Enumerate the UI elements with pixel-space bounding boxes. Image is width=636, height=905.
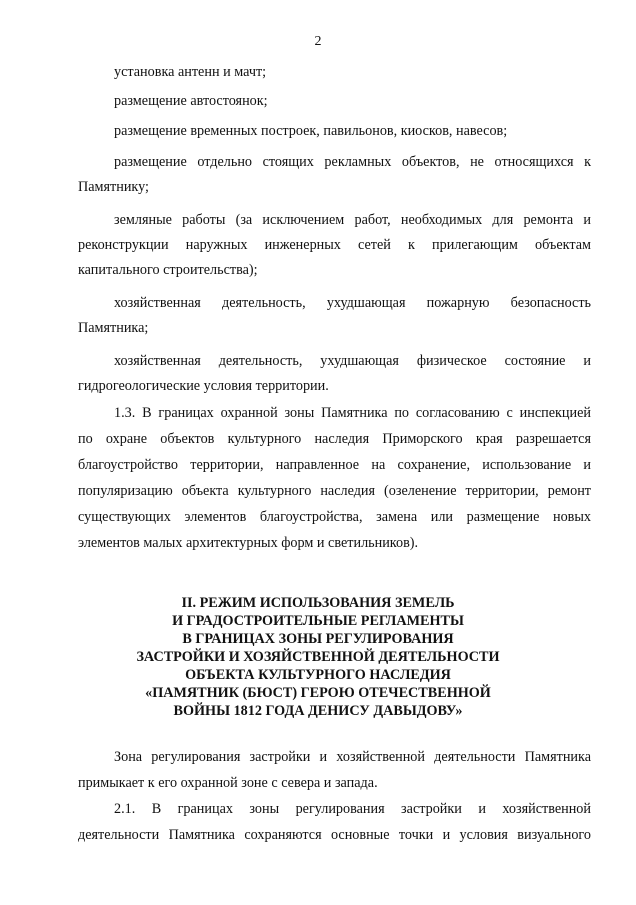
- section-heading-line-4: ЗАСТРОЙКИ И ХОЗЯЙСТВЕННОЙ ДЕЯТЕЛЬНОСТИ: [136, 649, 500, 665]
- paragraph-1-3-line-2: по охране объектов культурного наследия Приморского края разрешается: [78, 431, 591, 447]
- list-item-antennas: установка антенн и мачт;: [114, 64, 267, 80]
- zone-paragraph-line-1: Зона регулирования застройки и хозяйственной деятельности Памятника: [114, 749, 591, 765]
- paragraph-1-3-line-6: элементов малых архитектурных форм и светильников).: [78, 535, 419, 551]
- list-item-earthworks-line-1: земляные работы (за исключением работ, необходимых для ремонта и: [114, 212, 591, 228]
- list-item-physical-condition-line-1: хозяйственная деятельность, ухудшающая физическое состояние и: [114, 353, 591, 369]
- zone-paragraph-line-2: примыкает к его охранной зоне с севера и запада.: [78, 775, 378, 791]
- section-heading-line-1: II. РЕЖИМ ИСПОЛЬЗОВАНИЯ ЗЕМЕЛЬ: [181, 595, 455, 611]
- list-item-earthworks-line-2: реконструкции наружных инженерных сетей к прилегающим объектам: [78, 237, 591, 253]
- paragraph-1-3-line-3: благоустройство территории, направленное на сохранение, использование и: [78, 457, 591, 473]
- section-heading-line-7: ВОЙНЫ 1812 ГОДА ДЕНИСУ ДАВЫДОВУ»: [173, 703, 463, 719]
- list-item-earthworks-line-3: капитального строительства);: [78, 262, 258, 278]
- list-item-temporary-buildings: размещение временных построек, павильонов, киосков, навесов;: [114, 123, 508, 139]
- page-number: 2: [314, 34, 322, 49]
- list-item-advertising-line-1: размещение отдельно стоящих рекламных объектов, не относящихся к: [114, 154, 591, 170]
- section-heading-line-6: «ПАМЯТНИК (БЮСТ) ГЕРОЮ ОТЕЧЕСТВЕННОЙ: [145, 685, 491, 701]
- list-item-advertising-line-2: Памятнику;: [78, 179, 149, 195]
- list-item-physical-condition-line-2: гидрогеологические условия территории.: [78, 378, 329, 394]
- paragraph-2-1-line-2: деятельности Памятника сохраняются основные точки и условия визуального: [78, 827, 591, 843]
- paragraph-2-1-line-1: 2.1. В границах зоны регулирования застройки и хозяйственной: [114, 801, 591, 817]
- list-item-fire-safety-line-1: хозяйственная деятельность, ухудшающая пожарную безопасность: [114, 295, 591, 311]
- section-heading-line-3: В ГРАНИЦАХ ЗОНЫ РЕГУЛИРОВАНИЯ: [182, 631, 454, 647]
- section-heading-line-2: И ГРАДОСТРОИТЕЛЬНЫЕ РЕГЛАМЕНТЫ: [172, 613, 464, 629]
- paragraph-1-3-line-4: популяризацию объекта культурного наследия (озеленение территории, ремонт: [78, 483, 591, 499]
- paragraph-1-3-line-1: 1.3. В границах охранной зоны Памятника по согласованию с инспекцией: [114, 405, 591, 421]
- list-item-parking: размещение автостоянок;: [114, 93, 268, 109]
- list-item-fire-safety-line-2: Памятника;: [78, 320, 149, 336]
- paragraph-1-3-line-5: существующих элементов благоустройства, замена или размещение новых: [78, 509, 591, 525]
- section-heading-line-5: ОБЪЕКТА КУЛЬТУРНОГО НАСЛЕДИЯ: [185, 667, 451, 683]
